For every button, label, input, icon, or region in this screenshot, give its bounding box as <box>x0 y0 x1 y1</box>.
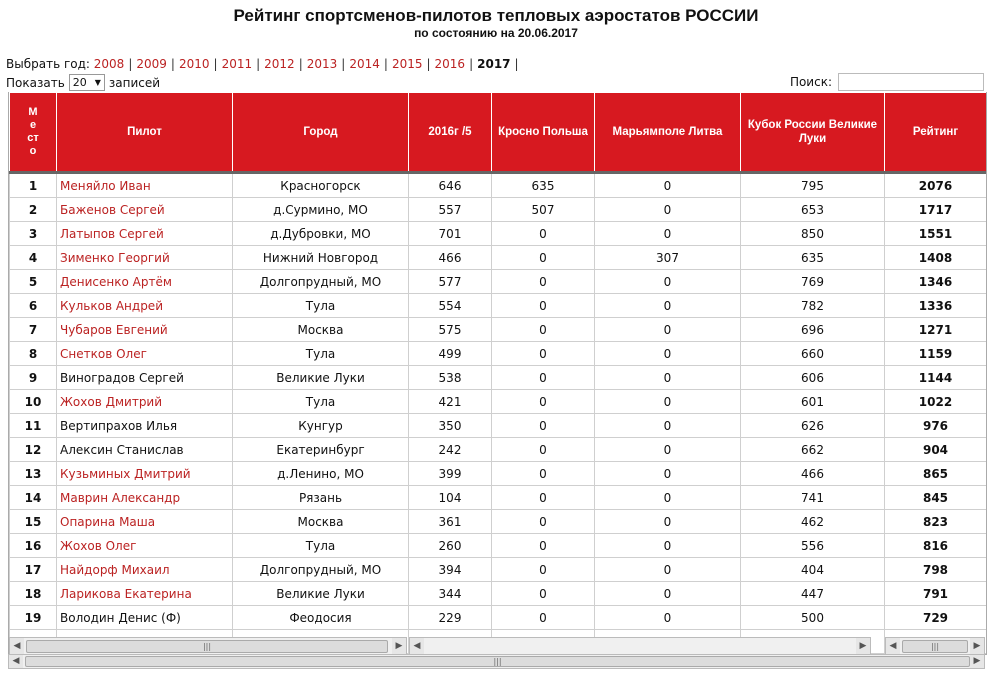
cell-city: Нижний Новгород <box>233 246 409 270</box>
cell-pilot[interactable]: Чубаров Евгений <box>57 318 233 342</box>
length-control <box>6 74 160 91</box>
cell-city: Красногорск <box>233 173 409 198</box>
year-link-2011[interactable]: 2011 <box>221 57 253 71</box>
cell-cup: 447 <box>741 582 885 606</box>
scrollbar-right-panel[interactable] <box>885 637 985 655</box>
cell-pilot: Алексин Станислав <box>57 438 233 462</box>
table-row <box>10 414 987 438</box>
cell-cup: 635 <box>741 246 885 270</box>
cell-cup: 769 <box>741 270 885 294</box>
cell-cup: 850 <box>741 222 885 246</box>
cell-marijampole: 0 <box>595 198 741 222</box>
cell-pilot: Виноградов Сергей <box>57 366 233 390</box>
cell-2016: 344 <box>409 582 492 606</box>
col-header-2016[interactable]: 2016г /5 <box>409 93 492 173</box>
table-row <box>10 510 987 534</box>
cell-pilot: Вертипрахов Илья <box>57 414 233 438</box>
length-prefix: Показать <box>6 75 65 90</box>
cell-city: Великие Луки <box>233 582 409 606</box>
cell-place: 14 <box>10 486 57 510</box>
year-link-2016[interactable]: 2016 <box>434 57 466 71</box>
search-input[interactable] <box>838 73 984 91</box>
cell-marijampole: 0 <box>595 582 741 606</box>
cell-krosno: 635 <box>492 173 595 198</box>
rating-table-container <box>8 92 987 655</box>
cell-krosno: 0 <box>492 270 595 294</box>
table-row <box>10 366 987 390</box>
cell-marijampole: 0 <box>595 366 741 390</box>
table-row <box>10 462 987 486</box>
cell-krosno: 0 <box>492 534 595 558</box>
table-row <box>10 198 987 222</box>
cell-pilot[interactable]: Ларикова Екатерина <box>57 582 233 606</box>
cell-pilot[interactable]: Меняйло Иван <box>57 173 233 198</box>
scrollbar-mid-panel[interactable] <box>409 637 871 655</box>
table-row <box>10 173 987 198</box>
cell-place: 5 <box>10 270 57 294</box>
cell-marijampole: 0 <box>595 414 741 438</box>
year-link-2008[interactable]: 2008 <box>93 57 125 71</box>
cell-place: 16 <box>10 534 57 558</box>
year-link-2012[interactable]: 2012 <box>264 57 295 71</box>
triangle-down-icon: ▼ <box>94 78 101 87</box>
cell-pilot[interactable]: Жохов Дмитрий <box>57 390 233 414</box>
cell-2016: 499 <box>409 342 492 366</box>
col-header-marijampole[interactable]: Марьямполе Литва <box>595 93 741 173</box>
cell-marijampole: 0 <box>595 510 741 534</box>
cell-rating: 816 <box>885 534 987 558</box>
year-label: Выбрать год: <box>6 57 90 71</box>
length-value: 20 <box>72 76 87 89</box>
cell-place: 9 <box>10 366 57 390</box>
cell-city: Тула <box>233 342 409 366</box>
cell-city: Феодосия <box>233 606 409 630</box>
col-header-rating[interactable]: Рейтинг <box>885 93 987 173</box>
cell-cup: 556 <box>741 534 885 558</box>
cell-pilot[interactable]: Баженов Сергей <box>57 198 233 222</box>
cell-place: 15 <box>10 510 57 534</box>
arrow-left-icon[interactable]: ◀ <box>886 638 900 654</box>
cell-krosno: 0 <box>492 558 595 582</box>
cell-marijampole: 0 <box>595 342 741 366</box>
scrollbar-thumb[interactable]: ||| <box>902 640 968 653</box>
cell-city: Тула <box>233 534 409 558</box>
cell-2016: 538 <box>409 366 492 390</box>
arrow-right-icon[interactable]: ▶ <box>392 638 406 654</box>
cell-marijampole: 0 <box>595 486 741 510</box>
cell-rating: 1144 <box>885 366 987 390</box>
cell-rating: 904 <box>885 438 987 462</box>
year-separator: | <box>128 57 133 71</box>
arrow-right-icon[interactable]: ▶ <box>970 638 984 654</box>
cell-rating: 865 <box>885 462 987 486</box>
table-row <box>10 558 987 582</box>
year-separator: | <box>213 57 218 71</box>
arrow-right-icon[interactable]: ▶ <box>856 638 870 654</box>
cell-pilot[interactable]: Найдорф Михаил <box>57 558 233 582</box>
cell-2016: 554 <box>409 294 492 318</box>
col-header-cup[interactable]: Кубок России Великие Луки <box>741 93 885 173</box>
cell-cup: 466 <box>741 462 885 486</box>
scrollbar-left-panel[interactable] <box>9 637 407 655</box>
table-row <box>10 534 987 558</box>
cell-rating: 1271 <box>885 318 987 342</box>
cell-place: 8 <box>10 342 57 366</box>
cell-2016: 421 <box>409 390 492 414</box>
cell-city: Кунгур <box>233 414 409 438</box>
cell-rating: 1551 <box>885 222 987 246</box>
search-label: Поиск: <box>789 75 832 89</box>
cell-krosno: 507 <box>492 198 595 222</box>
cell-marijampole: 0 <box>595 173 741 198</box>
cell-cup: 606 <box>741 366 885 390</box>
cell-2016: 104 <box>409 486 492 510</box>
cell-marijampole: 0 <box>595 534 741 558</box>
page-scrollbar[interactable] <box>8 654 985 669</box>
cell-city: Тула <box>233 390 409 414</box>
cell-place: 6 <box>10 294 57 318</box>
cell-place: 19 <box>10 606 57 630</box>
arrow-right-icon[interactable]: ▶ <box>970 655 984 668</box>
cell-pilot[interactable]: Жохов Олег <box>57 534 233 558</box>
cell-place: 2 <box>10 198 57 222</box>
cell-marijampole: 0 <box>595 318 741 342</box>
header-row <box>10 93 987 173</box>
col-header-place[interactable] <box>10 93 57 173</box>
cell-rating: 1159 <box>885 342 987 366</box>
cell-cup: 662 <box>741 438 885 462</box>
cell-city: Великие Луки <box>233 366 409 390</box>
year-link-2015[interactable]: 2015 <box>391 57 423 71</box>
cell-city: Екатеринбург <box>233 438 409 462</box>
cell-cup: 741 <box>741 486 885 510</box>
cell-rating: 845 <box>885 486 987 510</box>
cell-pilot[interactable]: Зименко Георгий <box>57 246 233 270</box>
cell-cup: 696 <box>741 318 885 342</box>
cell-pilot[interactable]: Кузьминых Дмитрий <box>57 462 233 486</box>
cell-krosno: 0 <box>492 438 595 462</box>
cell-rating: 2076 <box>885 173 987 198</box>
cell-cup: 653 <box>741 198 885 222</box>
cell-krosno: 0 <box>492 462 595 486</box>
cell-2016: 229 <box>409 606 492 630</box>
year-link-2014[interactable]: 2014 <box>349 57 380 71</box>
cell-2016: 242 <box>409 438 492 462</box>
year-link-2010[interactable]: 2010 <box>178 57 210 71</box>
cell-marijampole: 0 <box>595 438 741 462</box>
col-header-place-text: Место <box>27 106 39 157</box>
cell-krosno: 0 <box>492 342 595 366</box>
arrow-left-icon[interactable]: ◀ <box>10 638 24 654</box>
cell-pilot[interactable]: Латыпов Сергей <box>57 222 233 246</box>
year-separator: | <box>170 57 175 71</box>
year-separator: | <box>469 57 474 71</box>
rating-table <box>9 92 987 654</box>
cell-cup: 601 <box>741 390 885 414</box>
cell-city: Тула <box>233 294 409 318</box>
cell-2016: 361 <box>409 510 492 534</box>
year-link-2013[interactable]: 2013 <box>306 57 338 71</box>
cell-rating: 1336 <box>885 294 987 318</box>
cell-2016: 646 <box>409 173 492 198</box>
cell-place: 13 <box>10 462 57 486</box>
cell-marijampole: 0 <box>595 606 741 630</box>
col-header-krosno[interactable]: Кросно Польша <box>492 93 595 173</box>
cell-cup: 626 <box>741 414 885 438</box>
cell-place: 10 <box>10 390 57 414</box>
cell-place: 3 <box>10 222 57 246</box>
cell-2016: 701 <box>409 222 492 246</box>
cell-2016: 575 <box>409 318 492 342</box>
length-suffix: записей <box>108 75 161 90</box>
table-row <box>10 318 987 342</box>
page-subtitle: по состоянию на 20.06.2017 <box>414 26 578 40</box>
year-separator: | <box>298 57 303 71</box>
cell-rating: 823 <box>885 510 987 534</box>
cell-rating: 791 <box>885 582 987 606</box>
scrollbar-thumb[interactable]: ||| <box>26 640 388 653</box>
cell-city: д.Сурмино, МО <box>233 198 409 222</box>
cell-place: 11 <box>10 414 57 438</box>
cell-cup: 462 <box>741 510 885 534</box>
table-row <box>10 270 987 294</box>
cell-krosno: 0 <box>492 366 595 390</box>
year-separator: | <box>426 57 431 71</box>
cell-2016: 350 <box>409 414 492 438</box>
col-header-pilot[interactable]: Пилот <box>57 93 233 173</box>
cell-rating: 1408 <box>885 246 987 270</box>
table-row <box>10 222 987 246</box>
table-row <box>10 246 987 270</box>
cell-city: д.Ленино, МО <box>233 462 409 486</box>
cell-2016: 394 <box>409 558 492 582</box>
cell-pilot[interactable]: Кульков Андрей <box>57 294 233 318</box>
cell-marijampole: 307 <box>595 246 741 270</box>
cell-city: д.Дубровки, МО <box>233 222 409 246</box>
year-separator: | <box>383 57 388 71</box>
cell-marijampole: 0 <box>595 294 741 318</box>
cell-marijampole: 0 <box>595 462 741 486</box>
cell-place: 12 <box>10 438 57 462</box>
cell-city: Москва <box>233 318 409 342</box>
cell-rating: 1717 <box>885 198 987 222</box>
cell-marijampole: 0 <box>595 390 741 414</box>
table-row <box>10 294 987 318</box>
cell-cup: 404 <box>741 558 885 582</box>
cell-rating: 729 <box>885 606 987 630</box>
cell-marijampole: 0 <box>595 222 741 246</box>
cell-place: 17 <box>10 558 57 582</box>
table-row <box>10 342 987 366</box>
table-row <box>10 582 987 606</box>
cell-rating: 976 <box>885 414 987 438</box>
page-scrollbar-thumb[interactable]: ||| <box>25 656 970 667</box>
cell-place: 18 <box>10 582 57 606</box>
cell-city: Долгопрудный, МО <box>233 558 409 582</box>
cell-pilot[interactable]: Денисенко Артём <box>57 270 233 294</box>
year-link-2017: 2017 <box>477 57 511 71</box>
table-row <box>10 438 987 462</box>
cell-rating: 798 <box>885 558 987 582</box>
cell-pilot[interactable]: Снетков Олег <box>57 342 233 366</box>
search-box <box>790 73 984 91</box>
cell-krosno: 0 <box>492 486 595 510</box>
cell-krosno: 0 <box>492 294 595 318</box>
cell-place: 7 <box>10 318 57 342</box>
cell-cup: 660 <box>741 342 885 366</box>
year-link-2009[interactable]: 2009 <box>136 57 167 71</box>
cell-krosno: 0 <box>492 582 595 606</box>
year-separator: | <box>514 57 519 71</box>
length-select[interactable] <box>69 74 105 91</box>
cell-krosno: 0 <box>492 606 595 630</box>
cell-marijampole: 0 <box>595 270 741 294</box>
arrow-left-icon[interactable]: ◀ <box>9 655 23 668</box>
cell-2016: 466 <box>409 246 492 270</box>
cell-pilot: Володин Денис (Ф) <box>57 606 233 630</box>
cell-city: Рязань <box>233 486 409 510</box>
cell-marijampole: 0 <box>595 558 741 582</box>
cell-krosno: 0 <box>492 510 595 534</box>
page-title: Рейтинг спортсменов-пилотов тепловых аэростатов РОССИИ <box>233 6 759 25</box>
cell-2016: 260 <box>409 534 492 558</box>
year-selector <box>6 57 523 71</box>
cell-krosno: 0 <box>492 222 595 246</box>
cell-2016: 577 <box>409 270 492 294</box>
cell-rating: 1022 <box>885 390 987 414</box>
cell-krosno: 0 <box>492 390 595 414</box>
table-row <box>10 486 987 510</box>
cell-pilot[interactable]: Опарина Маша <box>57 510 233 534</box>
year-separator: | <box>341 57 346 71</box>
col-header-city[interactable]: Город <box>233 93 409 173</box>
cell-city: Долгопрудный, МО <box>233 270 409 294</box>
cell-cup: 795 <box>741 173 885 198</box>
table-row <box>10 390 987 414</box>
cell-city: Москва <box>233 510 409 534</box>
table-row <box>10 606 987 630</box>
cell-place: 4 <box>10 246 57 270</box>
cell-place: 1 <box>10 173 57 198</box>
cell-pilot[interactable]: Маврин Александр <box>57 486 233 510</box>
cell-krosno: 0 <box>492 414 595 438</box>
cell-cup: 782 <box>741 294 885 318</box>
cell-rating: 1346 <box>885 270 987 294</box>
cell-krosno: 0 <box>492 246 595 270</box>
year-separator: | <box>256 57 261 71</box>
cell-2016: 557 <box>409 198 492 222</box>
cell-2016: 399 <box>409 462 492 486</box>
arrow-left-icon[interactable]: ◀ <box>410 638 424 654</box>
cell-cup: 500 <box>741 606 885 630</box>
cell-krosno: 0 <box>492 318 595 342</box>
